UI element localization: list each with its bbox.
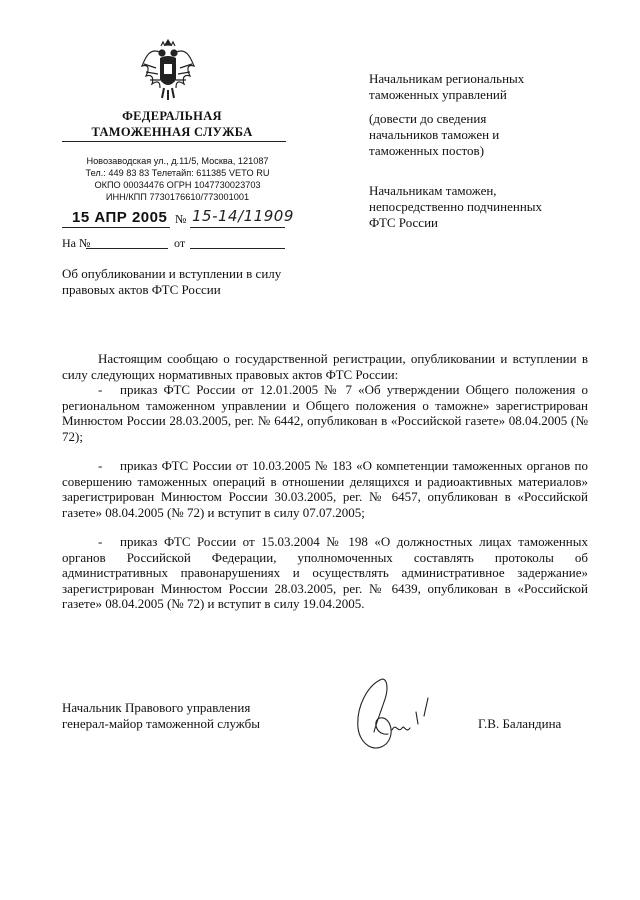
header-divider	[62, 141, 286, 142]
addressee-line: (довести до сведения	[369, 111, 487, 126]
addressee-line: начальников таможен и	[369, 127, 500, 142]
handwritten-signature	[346, 672, 456, 762]
address-line: Новозаводская ул., д.11/5, Москва, 121087	[86, 156, 269, 166]
addressee-customs-heads	[369, 183, 609, 231]
signer-position	[62, 700, 342, 732]
addressee-line: таможенных управлений	[369, 87, 507, 102]
list-dash: -	[98, 458, 103, 473]
address-line: Тел.: 449 83 83 Телетайп: 611385 VETO RU	[85, 168, 270, 178]
registration-date-stamp: 15 АПР 2005	[72, 209, 168, 226]
reply-to-date-line	[190, 248, 285, 249]
date-underline	[62, 227, 170, 228]
signer-position-line: генерал-майор таможенной службы	[62, 716, 260, 731]
list-dash: -	[98, 534, 103, 549]
number-sign: №	[175, 212, 187, 226]
organization-title	[62, 108, 282, 140]
reply-to-number-label: На №	[62, 236, 91, 250]
list-dash: -	[98, 382, 103, 397]
registration-number: 15-14/11909	[192, 207, 294, 225]
reply-to-date-label: от	[174, 236, 186, 250]
number-underline	[190, 227, 285, 228]
organization-title-line2: ТАМОЖЕННАЯ СЛУЖБА	[91, 125, 253, 139]
address-line: ИНН/КПП 7730176610/773001001	[105, 192, 250, 202]
coat-of-arms-emblem	[140, 38, 196, 102]
letter-body	[62, 351, 588, 612]
document-subject: Об опубликовании и вступлении в силу правовых актов ФТС России	[62, 266, 282, 297]
addressee-line: Начальникам региональных	[369, 71, 525, 86]
intro-paragraph: Настоящим сообщаю о государственной регистрации, опубликовании и вступлении в силу следующих нормативных правовых актов ФТС России:	[62, 351, 588, 382]
reply-to-number-line	[86, 248, 168, 249]
addressee-line: ФТС России	[369, 215, 438, 230]
list-item-text: приказ ФТС России от 10.03.2005 № 183 «О компетенции таможенных органов по совершению таможенных операций в отношении делящихся и радиоактивных материалов» зарегистрирован Минюстом России 30.03.2005, рег. № 6457, опубликован в «Российской газете» 08.04.2005 (№ 72) и вступит в силу 07.07.2005;	[62, 458, 588, 520]
addressee-line: Начальникам таможен,	[369, 183, 497, 198]
addressee-line: таможенных постов)	[369, 143, 485, 158]
organization-address	[70, 155, 285, 203]
list-item-text: приказ ФТС России от 15.03.2004 № 198 «О должностных лицах таможенных органов Российской Федерации, уполномоченных составлять протоколы об административных правонарушениях и осуществлять административное задержание» зарегистрирован Минюстом России 28.03.2005, рег. № 6439, опубликован в «Российской газете» 08.04.2005 (№ 72) и вступит в силу 19.04.2005.	[62, 534, 588, 611]
list-item-text: приказ ФТС России от 12.01.2005 № 7 «Об утверждении Общего положения о региональном таможенном управлении и Общего положения о таможне» зарегистрирован Минюстом России 28.03.2005, рег. № 6442, опубликован в «Российской газете» 08.04.2005 (№ 72);	[62, 382, 588, 444]
organization-title-line1: ФЕДЕРАЛЬНАЯ	[122, 109, 222, 123]
list-item	[62, 458, 588, 520]
list-item	[62, 382, 588, 444]
signer-name: Г.В. Баландина	[478, 716, 562, 731]
list-item	[62, 534, 588, 612]
addressee-line: непосредственно подчиненных	[369, 199, 543, 214]
address-line: ОКПО 00034476 ОГРН 1047730023703	[94, 180, 261, 190]
signer-position-line: Начальник Правового управления	[62, 700, 251, 715]
addressee-regional-offices	[369, 71, 609, 159]
